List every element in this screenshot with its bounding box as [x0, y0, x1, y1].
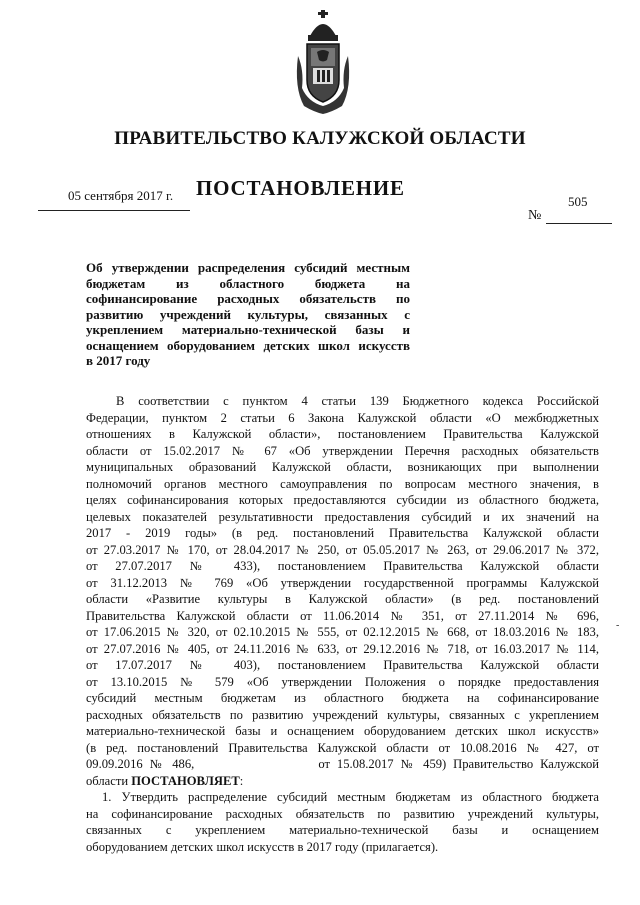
government-name: ПРАВИТЕЛЬСТВО КАЛУЖСКОЙ ОБЛАСТИ — [114, 128, 526, 149]
body-line: области «Развитие культуры в Калужской области» (в ред. постановлений — [86, 592, 599, 606]
body-line: целях софинансирования которых предоставляются субсидии из областного бюджета, — [86, 493, 599, 507]
decree-body — [86, 393, 599, 855]
point-line: на софинансирование расходных обязательств по развитию учреждений культуры, — [86, 806, 599, 821]
body-line: от 17.07.2017 № 403), постановлением Правительства Калужской области — [86, 658, 599, 672]
subject-line: бюджетам из областного бюджета на — [86, 275, 410, 291]
body-line: материально-технической базы и оснащением оборудованием детских школ искусств» — [86, 724, 599, 738]
number-label: № — [528, 208, 542, 223]
body-line: (в ред. постановлений Правительства Калужской области от 10.08.2016 № 427, от — [86, 740, 599, 755]
body-line: 09.09.2016 № 486, от 15.08.2017 № 459) Правительство Калужской — [86, 757, 599, 771]
body-line: от 31.12.2013 № 769 «Об утверждении государственной программы Калужской — [86, 575, 599, 590]
subject-line: развитию учреждений культуры, связанных с — [86, 306, 410, 322]
body-line: субсидий местным бюджетам из областного бюджета на софинансирование — [86, 691, 599, 705]
body-line: муниципальных образований Калужской области, возникающих при выполнении — [86, 460, 599, 474]
margin-mark: - — [616, 620, 620, 631]
body-line: Правительства Калужской области от 11.06.2014 № 351, от 27.11.2014 № 696, — [86, 608, 599, 623]
subject-line: укреплением материально-технической базы и — [86, 322, 410, 337]
closing-suffix: : — [239, 773, 244, 788]
kaluga-coat-of-arms-icon — [292, 8, 354, 116]
body-line: 2017 - 2019 годы» (в ред. постановлений Правительства Калужской области — [86, 526, 599, 540]
body-line: от 27.07.2017 № 433), постановлением Правительства Калужской области — [86, 559, 599, 573]
document-title: ПОСТАНОВЛЕНИЕ — [196, 176, 405, 200]
body-line: Федерации, пунктом 2 статьи 6 Закона Калужской области «О межбюджетных — [86, 410, 599, 425]
decree-date: 05 сентября 2017 г. — [68, 188, 174, 203]
body-line: от 13.10.2015 № 579 «Об утверждении Положения о порядке предоставления — [86, 674, 599, 689]
body-line: расходных обязательств по развитию учреждений культуры, связанных с укреплением — [86, 707, 599, 722]
body-line: от 27.07.2016 № 405, от 24.11.2016 № 633, от 29.12.2016 № 718, от 16.03.2017 № 114, — [86, 641, 599, 656]
point-line: связанных с укреплением материально-технической базы и оснащением — [86, 823, 599, 837]
body-line-closing — [86, 773, 599, 790]
body-line: от 17.06.2015 № 320, от 02.10.2015 № 555, от 02.12.2015 № 668, от 18.03.2016 № 183, — [86, 625, 599, 639]
point-line: оборудованием детских школ искусств в 2017 году (прилагается). — [86, 839, 439, 854]
number-underline — [546, 223, 612, 224]
date-underline — [38, 210, 190, 211]
body-line: области от 15.02.2017 № 67 «Об утверждении Перечня расходных обязательств — [86, 443, 599, 458]
closing-prefix: области — [86, 773, 132, 788]
decree-number: 505 — [568, 194, 588, 209]
decree-keyword: ПОСТАНОВЛЯЕТ — [131, 773, 240, 788]
body-line: отношениях в Калужской области», постановлением Правительства Калужской — [86, 427, 599, 441]
subject-line: в 2017 году — [86, 353, 151, 368]
coat-of-arms — [292, 8, 354, 116]
body-line: полномочий органов местного самоуправления по вопросам местного значения, в — [86, 476, 599, 491]
body-line: от 27.03.2017 № 170, от 28.04.2017 № 250, от 05.05.2017 № 263, от 29.06.2017 № 372, — [86, 542, 599, 557]
decree-subject — [86, 260, 410, 369]
body-line: целевых показателей результативности предоставления субсидий и их значений на — [86, 509, 599, 524]
subject-line: Об утверждении распределения субсидий местным — [86, 260, 410, 275]
subject-line: софинансирование расходных обязательств по — [86, 291, 410, 306]
subject-line: оснащением оборудованием детских школ искусств — [86, 337, 410, 353]
point-line: 1. Утвердить распределение субсидий местным бюджетам из областного бюджета — [102, 790, 599, 804]
body-line: В соответствии с пунктом 4 статьи 139 Бюджетного кодекса Российской — [116, 394, 599, 408]
